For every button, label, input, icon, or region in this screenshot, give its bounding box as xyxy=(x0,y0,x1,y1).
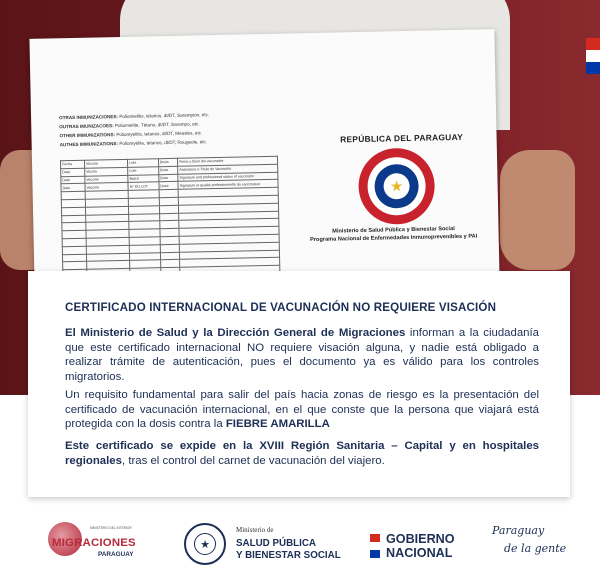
immunization-line: AUTHES IMMUNIZATIONS: Poliomyélite, tétanos, dt/DT, Rougeole, etc. xyxy=(59,139,208,148)
immunization-line: OUTRAS IMUNIZACOES: Poliomielite, Tétano, dt/DT, Sarampo, etc. xyxy=(59,121,200,130)
immunization-line: OTRAS INMUNIZACIONES: Poliomielitis, tétanos, dt/DT, Sarampión, etc. xyxy=(59,112,210,121)
table-cell: Firma y título del vacunador xyxy=(178,156,278,166)
table-cell: Signature and professional status of vaccinator xyxy=(178,172,278,182)
info-card xyxy=(28,271,570,497)
table-cell: Dose xyxy=(159,182,179,190)
table-cell: Vaccine xyxy=(85,175,129,184)
ministry-seal-icon: ★ xyxy=(184,523,226,565)
republic-title: REPÚBLICA DEL PARAGUAY xyxy=(340,131,464,145)
immunization-list xyxy=(59,108,290,149)
table-cell: Assinatura e Título do Vacinador xyxy=(178,164,278,174)
national-seal-icon: ★ xyxy=(358,147,436,225)
paragraph-requirement: Un requisito fundamental para salir del país hacia zonas de riesgo es la presentación del certificado de vacunación internacional, en el que conste que la persona que viajará está protegida con la dosis contra la FIEBRE AMARILLA xyxy=(65,389,539,431)
table-cell: Date xyxy=(61,176,85,184)
paragraph-announcement: El Ministerio de Salud y la Dirección General de Migraciones informan a la ciudadanía que este certificado internacional NO requiere visación alguna, y nadie está obligado a realizar trámite de autenticación, pues el documento ya es válido para los controles migratorios. xyxy=(65,327,539,383)
footer-logos xyxy=(0,500,600,579)
migraciones-logo: MINISTERIO DEL INTERIOR MIGRACIONES PARAGUAY xyxy=(42,520,162,572)
gobierno-flag-icon xyxy=(370,534,380,558)
table-cell: Lote xyxy=(128,159,159,167)
table-cell: Data xyxy=(61,168,85,176)
vaccination-record-table xyxy=(60,156,281,286)
table-cell: Dose xyxy=(158,174,178,182)
immunization-line: OTHER IMMUNIZATIONS: Poliomyelitis, tetanus, dt/DT, Measles, etc. xyxy=(59,130,203,139)
table-cell: Vacina xyxy=(85,167,129,176)
table-cell: Vacuna xyxy=(84,159,128,168)
table-cell: N° DU LOT xyxy=(128,182,159,190)
table-cell: Vaccine xyxy=(85,183,129,192)
paraguay-flag-icon xyxy=(586,38,600,74)
table-cell: Signature et qualité professionnelle du vaccinateur xyxy=(178,180,278,190)
paraguay-de-la-gente-logo: Paraguay de la gente xyxy=(492,524,567,555)
ministry-caption: Ministerio de Salud Pública y Bienestar Social Programa Nacional de Enfermedades Inmunoprevenibles y PAI xyxy=(310,226,478,243)
vaccination-certificate xyxy=(29,29,499,289)
table-cell: Fecha xyxy=(60,160,84,168)
table-cell: Dosis xyxy=(158,158,178,166)
table-cell: Dose xyxy=(158,166,178,174)
gobierno-nacional-logo: GOBIERNO NACIONAL xyxy=(370,532,480,566)
table-cell: Date xyxy=(61,184,85,192)
card-title: CERTIFICADO INTERNACIONAL DE VACUNACIÓN NO REQUIERE VISACIÓN xyxy=(65,301,497,314)
paragraph-issuance: Este certificado se expide en la XVIII Región Sanitaria – Capital y en hospitales regionales, tras el control del carnet de vacunación del viajero. xyxy=(65,440,539,467)
table-cell: Lote xyxy=(128,167,159,175)
ministerio-salud-logo: ★ Ministerio de SALUD PÚBLICA Y BIENESTAR SOCIAL xyxy=(184,516,354,566)
table-cell: Batch xyxy=(128,174,159,182)
right-hand xyxy=(500,150,575,270)
